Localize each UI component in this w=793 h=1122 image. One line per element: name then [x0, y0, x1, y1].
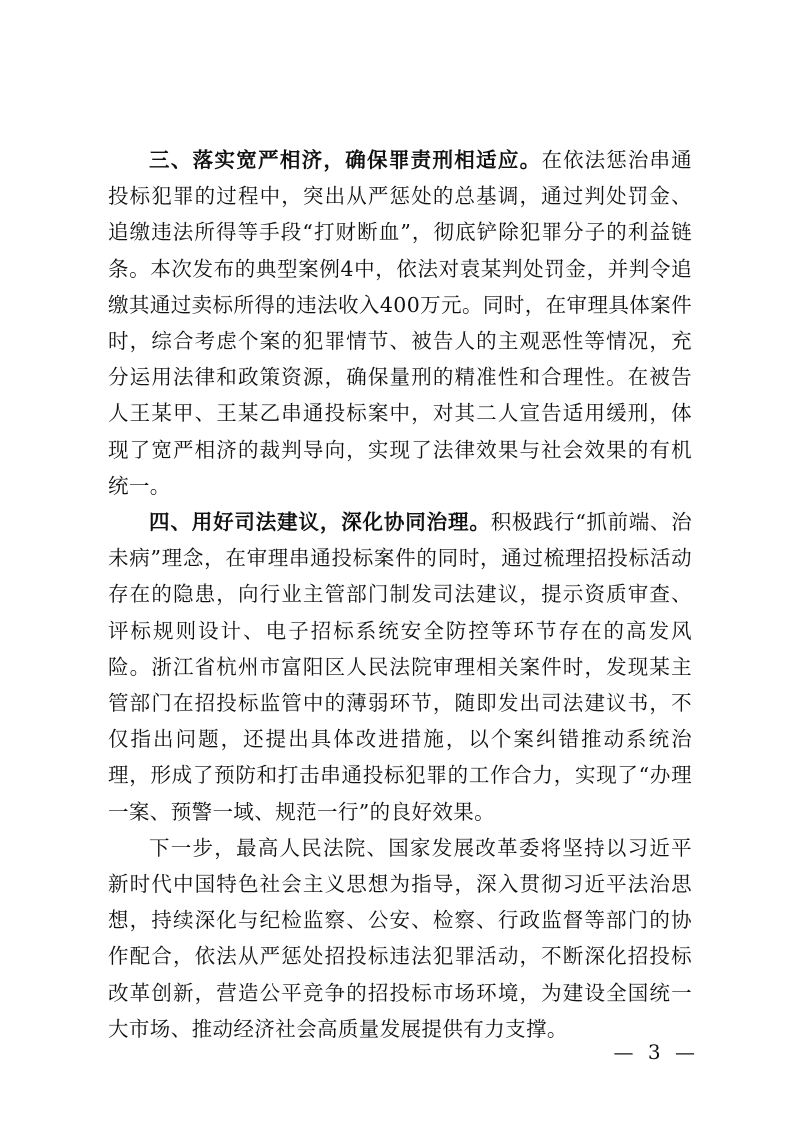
section-three-heading: 三、落实宽严相济，确保罪责刑相适应。	[149, 148, 542, 172]
section-three-text: 在依法惩治串通投标犯罪的过程中，突出从严惩处的总基调，通过判处罚金、追缴违法所得等手段“打财断血”，彻底铲除犯罪分子的利益链条。本次发布的典型案例4中，依法对袁某判处罚金，并判令追缴其通过卖标所得的违法收入400万元。同时，在审理具体案件时，综合考虑个案的犯罪情节、被告人的主观恶性等情况，充分运用法律和政策资源，确保量刑的精准性和合理性。在被告人王某甲、王某乙串通投标案中，对其二人宣告适用缓刑，体现了宽严相济的裁判导向，实现了法律效果与社会效果的有机统一。	[108, 148, 692, 498]
document-body	[108, 142, 692, 1047]
page-number: — 3 —	[613, 1040, 699, 1064]
next-steps-text: 下一步，最高人民法院、国家发展改革委将坚持以习近平新时代中国特色社会主义思想为指导，深入贯彻习近平法治思想，持续深化与纪检监察、公安、检察、行政监督等部门的协作配合，依法从严惩处招投标违法犯罪活动，不断深化招投标改革创新，营造公平竞争的招投标市场环境，为建设全国统一大市场、推动经济社会高质量发展提供有力支撑。	[108, 835, 692, 1041]
paragraph-section-three	[108, 142, 692, 504]
section-four-text: 积极践行“抓前端、治未病”理念，在审理串通投标案件的同时，通过梳理招投标活动存在的隐患，向行业主管部门制发司法建议，提示资质审查、评标规则设计、电子招标系统安全防控等环节存在的高发风险。浙江省杭州市富阳区人民法院审理相关案件时，发现某主管部门在招投标监管中的薄弱环节，随即发出司法建议书，不仅指出问题，还提出具体改进措施，以个案纠错推动系统治理，形成了预防和打击串通投标犯罪的工作合力，实现了“办理一案、预警一域、规范一行”的良好效果。	[108, 510, 692, 824]
paragraph-next-steps	[108, 830, 692, 1047]
section-four-heading: 四、用好司法建议，深化协同治理。	[149, 510, 491, 535]
paragraph-section-four	[108, 504, 692, 830]
